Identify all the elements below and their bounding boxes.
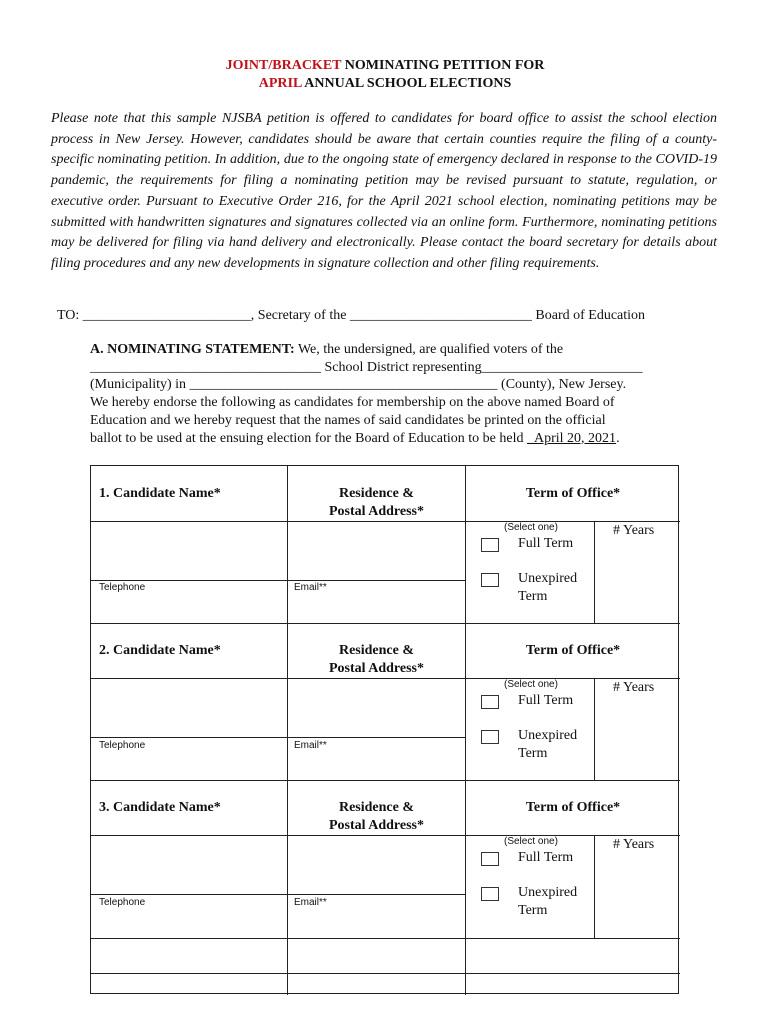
- election-date: _April 20, 2021: [527, 430, 617, 446]
- email-label: Email**: [294, 897, 327, 908]
- to-line: TO: ________________________, Secretary of the __________________________ Board of Education: [57, 308, 646, 323]
- statement-end: .: [616, 430, 620, 446]
- row-line: [91, 623, 680, 624]
- full-term-label: Full Term: [518, 693, 574, 708]
- email-label: Email**: [294, 740, 327, 751]
- row-line: [91, 835, 465, 836]
- statement-line-4: We hereby endorse the following as candidates for membership on the above named Board of: [90, 395, 615, 411]
- row-line: [91, 973, 680, 974]
- unexpired-term-checkbox-3[interactable]: [481, 887, 499, 901]
- candidate-table: [90, 465, 679, 994]
- select-one-label: (Select one): [504, 836, 558, 847]
- title-line-2-rest: ANNUAL SCHOOL ELECTIONS: [301, 76, 512, 91]
- title-line-1: [0, 57, 770, 75]
- col-divider-3c: [594, 835, 595, 938]
- row-line: [91, 678, 465, 679]
- residence-label: Residence & Postal Address*: [328, 486, 425, 519]
- select-one-label: (Select one): [504, 522, 558, 533]
- col-divider-3b: [594, 678, 595, 780]
- row-line: [91, 780, 680, 781]
- full-term-label: Full Term: [518, 850, 574, 865]
- full-term-checkbox-2[interactable]: [481, 695, 499, 709]
- select-one-label: (Select one): [504, 679, 558, 690]
- full-term-checkbox-1[interactable]: [481, 538, 499, 552]
- residence-label: Residence & Postal Address*: [328, 643, 425, 676]
- telephone-label: Telephone: [99, 897, 146, 908]
- residence-label: Residence & Postal Address*: [328, 800, 425, 833]
- row-line: [91, 737, 465, 738]
- candidate-1-name-label: 1. Candidate Name*: [99, 486, 221, 501]
- col-divider-1: [287, 466, 288, 938]
- unexpired-term-checkbox-2[interactable]: [481, 730, 499, 744]
- unexpired-term-label: Unexpired Term: [518, 885, 578, 918]
- statement-line-5: Education and we hereby request that the names of said candidates be printed on the official: [90, 412, 606, 428]
- title-line-1-rest: NOMINATING PETITION FOR: [341, 58, 545, 73]
- years-label: # Years: [613, 523, 655, 538]
- full-term-label: Full Term: [518, 536, 574, 551]
- email-label: Email**: [294, 582, 327, 593]
- term-label: Term of Office*: [525, 800, 621, 815]
- years-label: # Years: [613, 837, 655, 852]
- telephone-label: Telephone: [99, 740, 146, 751]
- statement-line-3: (Municipality) in ____________________________________________ (County), New Jersey.: [90, 377, 627, 393]
- row-line: [91, 938, 680, 939]
- col-divider-bottom-2: [465, 938, 466, 995]
- col-divider-2: [465, 466, 466, 938]
- term-label: Term of Office*: [525, 643, 621, 658]
- term-label: Term of Office*: [525, 486, 621, 501]
- unexpired-term-label: Unexpired Term: [518, 728, 578, 761]
- statement-line-2: _________________________________ School District representing_______________________: [90, 359, 643, 375]
- title-april: APRIL: [258, 76, 302, 91]
- years-label: # Years: [613, 680, 655, 695]
- unexpired-term-label: Unexpired Term: [518, 571, 578, 604]
- unexpired-term-checkbox-1[interactable]: [481, 573, 499, 587]
- nominating-statement: [90, 341, 670, 447]
- col-divider-bottom-1: [287, 938, 288, 995]
- row-line: [91, 521, 465, 522]
- title-line-2: [0, 75, 770, 93]
- intro-notice: Please note that this sample NJSBA petition is offered to candidates for board office to assist the school election process in New Jersey. However, candidates should be aware that certain counties require the filing of a county-specific nominating petition. In addition, due to the ongoing state of emergency declared in response to the COVID-19 pandemic, the requirements for filing a nominating petition may be revised pursuant to statute, regulation, or executive order. Pursuant to Executive Order 216, for the April 2021 school election, nominating petitions may be submitted with handwritten signatures and signatures collected via an online form. Furthermore, nominating petitions may be delivered for filing via hand delivery and electronically. Please contact the board secretary for details about filing procedures and any new developments in signature collection and other filing requirements.: [51, 111, 717, 271]
- statement-heading: A. NOMINATING STATEMENT:: [90, 342, 295, 357]
- full-term-checkbox-3[interactable]: [481, 852, 499, 866]
- row-line: [91, 894, 465, 895]
- title-joint-bracket: JOINT/BRACKET: [225, 58, 342, 73]
- candidate-3-name-label: 3. Candidate Name*: [99, 800, 221, 815]
- candidate-2-name-label: 2. Candidate Name*: [99, 643, 221, 658]
- statement-line-1: We, the undersigned, are qualified voters of the: [294, 342, 564, 357]
- col-divider-3: [594, 521, 595, 623]
- telephone-label: Telephone: [99, 582, 146, 593]
- row-line: [91, 580, 465, 581]
- statement-line-6: ballot to be used at the ensuing election for the Board of Education to be held: [90, 430, 527, 446]
